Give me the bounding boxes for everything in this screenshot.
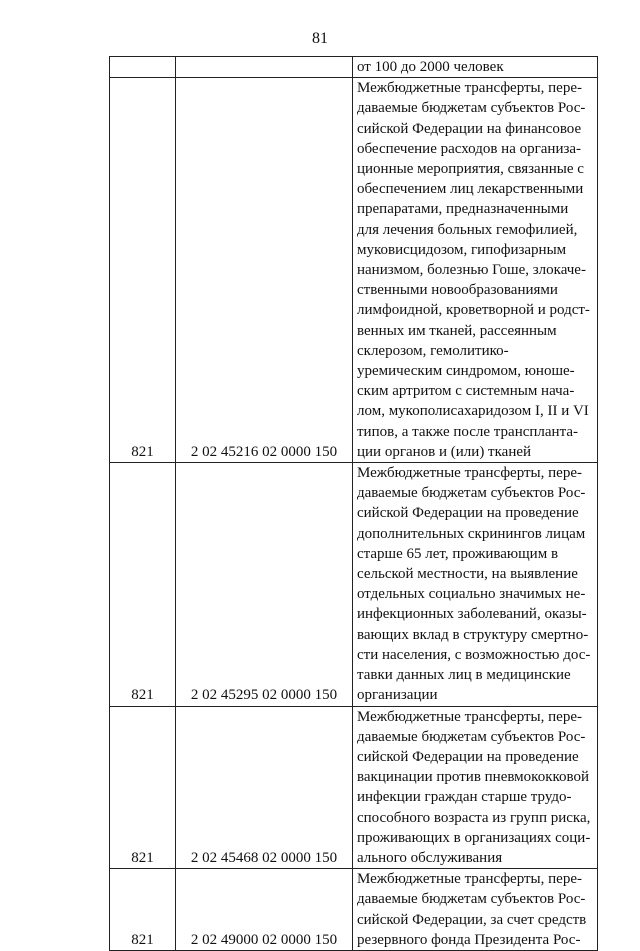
revenue-name-line: сийской Федерации на проведение: [357, 505, 579, 522]
page-number: 81: [312, 30, 328, 47]
revenue-name-line: Межбюджетные трансферты, пере-: [357, 80, 582, 97]
admin-code-cell: 821: [110, 869, 176, 951]
revenue-name-line: даваемые бюджетам субъектов Рос-: [357, 891, 586, 908]
table-row: [110, 57, 598, 78]
revenue-name-line: даваемые бюджетам субъектов Рос-: [357, 485, 586, 502]
revenue-name-line: ским артритом с системным нача-: [357, 383, 575, 400]
revenue-name-line: препаратами, предназначенными: [357, 201, 569, 218]
revenue-name-line: сельской местности, на выявление: [357, 566, 578, 583]
revenue-code-cell: 2 02 49000 02 0000 150: [176, 869, 353, 951]
revenue-name-cell: [353, 463, 598, 706]
table-row: [110, 706, 598, 869]
revenue-name-line: дополнительных скринингов лицам: [357, 525, 586, 542]
revenue-name-cell: [353, 78, 598, 463]
revenue-name-line: сийской Федерации на финансовое: [357, 120, 582, 137]
revenue-name-line: сийской Федерации на проведение: [357, 748, 579, 765]
revenue-name-line: ального обслуживания: [357, 849, 503, 866]
revenue-name-line: лом, мукополисахаридозом I, II и VI: [357, 403, 589, 420]
admin-code-cell: 821: [110, 706, 176, 869]
revenue-name-line: отдельных социально значимых не-: [357, 586, 586, 603]
budget-classification-table: [109, 56, 598, 951]
revenue-name-line: обеспечением лиц лекарственными: [357, 181, 584, 198]
table-row: [110, 869, 598, 951]
revenue-name-line: проживающих в организациях соци-: [357, 829, 591, 846]
revenue-name-line: склерозом, гемолитико-: [357, 342, 509, 359]
admin-code-cell: 821: [110, 78, 176, 463]
revenue-name-line: лимфоидной, кроветворной и родст-: [357, 302, 590, 319]
revenue-name-line: способного возраста из групп риска,: [357, 809, 591, 826]
table-row: [110, 463, 598, 706]
revenue-name-line: инфекции граждан старше трудо-: [357, 789, 572, 806]
admin-code-cell: [110, 57, 176, 78]
revenue-name-line: обеспечение расходов на организа-: [357, 140, 582, 157]
revenue-name-line: организации: [357, 687, 438, 704]
revenue-name-line: сийской Федерации, за счет средств: [357, 911, 587, 928]
revenue-name-line: для лечения больных гемофилией,: [357, 221, 578, 238]
revenue-name-line: даваемые бюджетам субъектов Рос-: [357, 100, 586, 117]
revenue-name-line: старше 65 лет, проживающим в: [357, 545, 559, 562]
revenue-name-line: венных им тканей, рассеянным: [357, 322, 557, 339]
revenue-name-line: Межбюджетные трансферты, пере-: [357, 708, 582, 725]
revenue-name-line: ционные мероприятия, связанные с: [357, 161, 584, 178]
revenue-name-line: вающих вклад в структуру смертно-: [357, 626, 589, 643]
revenue-name-line: резервного фонда Президента Рос-: [357, 931, 581, 948]
table-row: [110, 78, 598, 463]
revenue-name-line: вакцинации против пневмококковой: [357, 769, 590, 786]
revenue-name-line: ственными новообразованиями: [357, 282, 558, 299]
revenue-name-line: сти населения, с возможностью дос-: [357, 646, 591, 663]
revenue-code-cell: 2 02 45468 02 0000 150: [176, 706, 353, 869]
admin-code-cell: 821: [110, 463, 176, 706]
revenue-code-cell: 2 02 45295 02 0000 150: [176, 463, 353, 706]
revenue-name-line: нанизмом, болезнью Гоше, злокаче-: [357, 262, 586, 279]
revenue-name-line: муковисцидозом, гипофизарным: [357, 241, 567, 258]
revenue-code-cell: [176, 57, 353, 78]
revenue-name-line: даваемые бюджетам субъектов Рос-: [357, 728, 586, 745]
revenue-name-line: Межбюджетные трансферты, пере-: [357, 871, 582, 888]
revenue-name-cell: [353, 869, 598, 951]
revenue-name-line: Межбюджетные трансферты, пере-: [357, 465, 582, 482]
revenue-name-line: ции органов и (или) тканей: [357, 443, 532, 460]
revenue-name-cell: [353, 57, 598, 78]
revenue-name-cell: [353, 706, 598, 869]
revenue-name-line: типов, а также после транспланта-: [357, 423, 578, 440]
revenue-name-line: тавки данных лиц в медицинские: [357, 667, 571, 684]
revenue-code-cell: 2 02 45216 02 0000 150: [176, 78, 353, 463]
revenue-name-line: инфекционных заболеваний, оказы-: [357, 606, 587, 623]
revenue-name-line: уремическим синдромом, юноше-: [357, 363, 575, 380]
revenue-name-line: от 100 до 2000 человек: [357, 59, 504, 75]
